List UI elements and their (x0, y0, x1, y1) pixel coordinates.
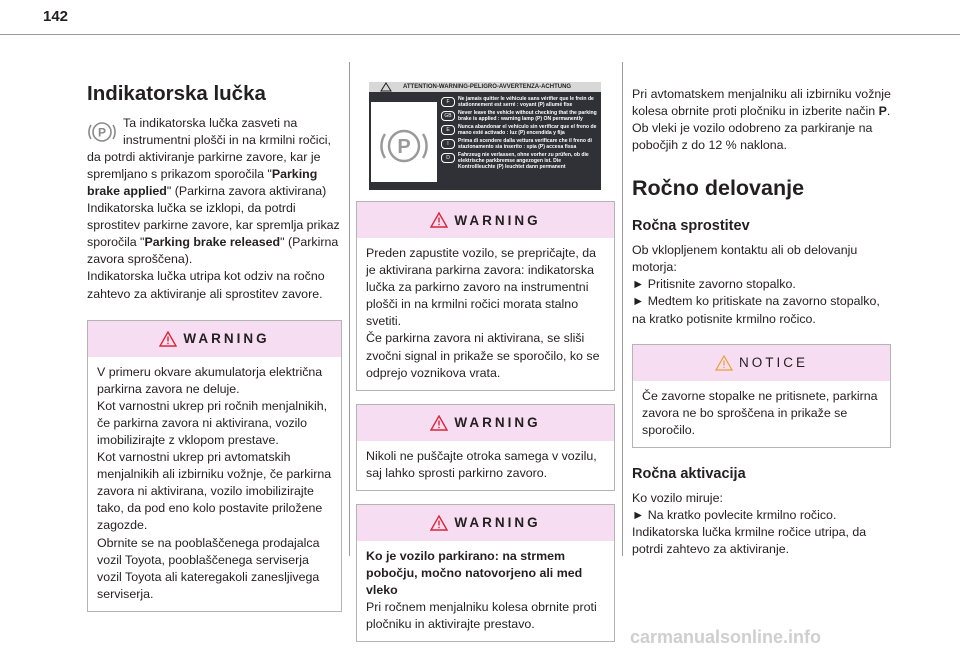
label-row: I Prima di scendere dalla vettura verificare che il freno di stazionamento sia inserito : spia (P) accesa fissa (441, 138, 597, 150)
warning-text: Ko je vozilo parkirano: na strmem pobočju, močno natovorjeno ali med vleko Pri ročnem menjalniku kolesa obrnite proti pločniku in aktivirajte prestavo. (366, 548, 597, 632)
notice-text: Če zavorne stopalke ne pritisnete, parkirna zavora ne bo sproščena in prikaže se sporočilo. (642, 388, 878, 437)
watermark: carmanualsonline.info (630, 627, 822, 647)
warning-icon (430, 515, 448, 531)
notice-icon (715, 355, 733, 371)
warning-text: V primeru okvare akumulatorja električna parkirna zavora ne deluje. Kot varnostni ukrep pri ročnih menjalnikih, če parkirna zavora ni aktivirana, vozilo imobilizirajte z vklopom prestave. Kot varnostni ukrep pri avtomatskih menjalnikih ali izbirniku vožnje, če parkirna zavora ni aktivirana, vozilo imobilizirajte tako, da pod eno kolo postavite priložene zagozde. Obrnite se na pooblaščenega prodajalca vozil Toyota, pooblaščenega serviserja vozil Toyota ali kateregakoli zanesljivega serviserja. (97, 364, 332, 601)
svg-text:P: P (397, 136, 411, 158)
label-rows (441, 96, 597, 172)
subsection-title: Ročna aktivacija (632, 465, 746, 482)
section-title: Indikatorska lučka (87, 82, 266, 105)
column-divider (349, 62, 350, 556)
label-row: GB Never leave the vehicle without checking that the parking brake is applied : warning lamp (P) ON permanently (441, 110, 597, 122)
warning-title: WARNING (454, 212, 541, 228)
warning-title: WARNING (183, 331, 270, 347)
notice-box (632, 344, 891, 448)
page-number: 142 (43, 8, 69, 25)
notice-title: NOTICE (738, 355, 808, 371)
body-text: Pri avtomatskem menjalniku ali izbirniku vožnje kolesa obrnite proti pločniku in izberite način P. Ob vleki je vozilo odobreno za parkiranje na pobočjih z do 12 % naklona. (632, 87, 891, 153)
subsection-title: Ročna sprostitev (632, 218, 750, 235)
warning-text: Preden zapustite vozilo, se prepričajte, da je aktivirana parkirna zavora: indikatorska lučka za parkirno zavoro na instrumentni plošči in na krmilni ročici morata stalno svetiti. Če parkirna zavora ni aktivirana, se sliši zvočni signal in prikaže se sporočilo, ko se odprejo voznikova vrata. (366, 246, 600, 380)
warning-box (87, 320, 342, 612)
warning-text: Nikoli ne puščajte otroka samega v vozilu, saj lahko sprosti parkirno zavoro. (366, 448, 597, 480)
warning-box (356, 504, 615, 642)
column-2 (356, 62, 615, 642)
warning-title: WARNING (454, 515, 541, 531)
header-rule (0, 34, 960, 35)
warning-title: WARNING (454, 415, 541, 431)
label-row: D Fahrzeug nie verlassen, ohne vorher zu prüfen, ob die elektrische parkbremse angezogen ist. Die Kontrollleuchte (P) leuchtet dann permanent (441, 152, 597, 170)
column-divider (622, 62, 623, 556)
warning-icon (430, 212, 448, 228)
warning-box (356, 201, 615, 391)
svg-text:P: P (97, 125, 107, 140)
column-3 (632, 62, 891, 558)
warning-label-image (369, 82, 601, 190)
warning-icon (159, 331, 177, 347)
body-text: Ob vklopljenem kontaktu ali ob delovanju motorja: ► Pritisnite zavorno stopalko. ► Medtem ko pritiskate na zavorno stopalko, na kratko potisnite krmilno ročico. (632, 243, 880, 326)
warning-icon (373, 82, 399, 92)
warning-icon (430, 415, 448, 431)
label-title: ATTENTION-WARNING-PELIGRO-AVVERTENZA-ACHTUNG (369, 82, 601, 92)
label-row: E Nunca abandonar el vehículo sin verificar que el freno de mano esté activado : luz (P) encendida y fija (441, 124, 597, 136)
body-text: Ko vozilo miruje: ► Na kratko povlecite krmilno ročico. Indikatorska lučka krmilne ročice utripa, da potrdi zahtevo za aktiviranje. (632, 490, 867, 557)
intro-text: P Ta indikatorska lučka zasveti na instrumentni plošči in na krmilni ročici, da potrdi aktiviranje parkirne zavore, kar je spremljano s prikazom sporočila "Parking brake applied" (Parkirna zavora aktivirana) Indikatorska lučka se izklopi, da potrdi sprostitev parkirne zavore, kar spremlja prikaz sporočila "Parking brake released" (Parkirna zavora sproščena). Indikatorska lučka utripa kot odziv na ročno zahtevo za aktiviranje ali sprostitev zavore. (87, 115, 340, 301)
column-1 (87, 62, 342, 612)
section-title: Ročno delovanje (632, 176, 805, 201)
warning-box (356, 404, 615, 491)
parking-brake-icon (371, 102, 437, 182)
parking-brake-icon (87, 117, 117, 147)
label-row: F Ne jamais quitter le véhicule sans vérifier que le frein de stationnement est serré : voyant (P) allumé fixe (441, 96, 597, 108)
